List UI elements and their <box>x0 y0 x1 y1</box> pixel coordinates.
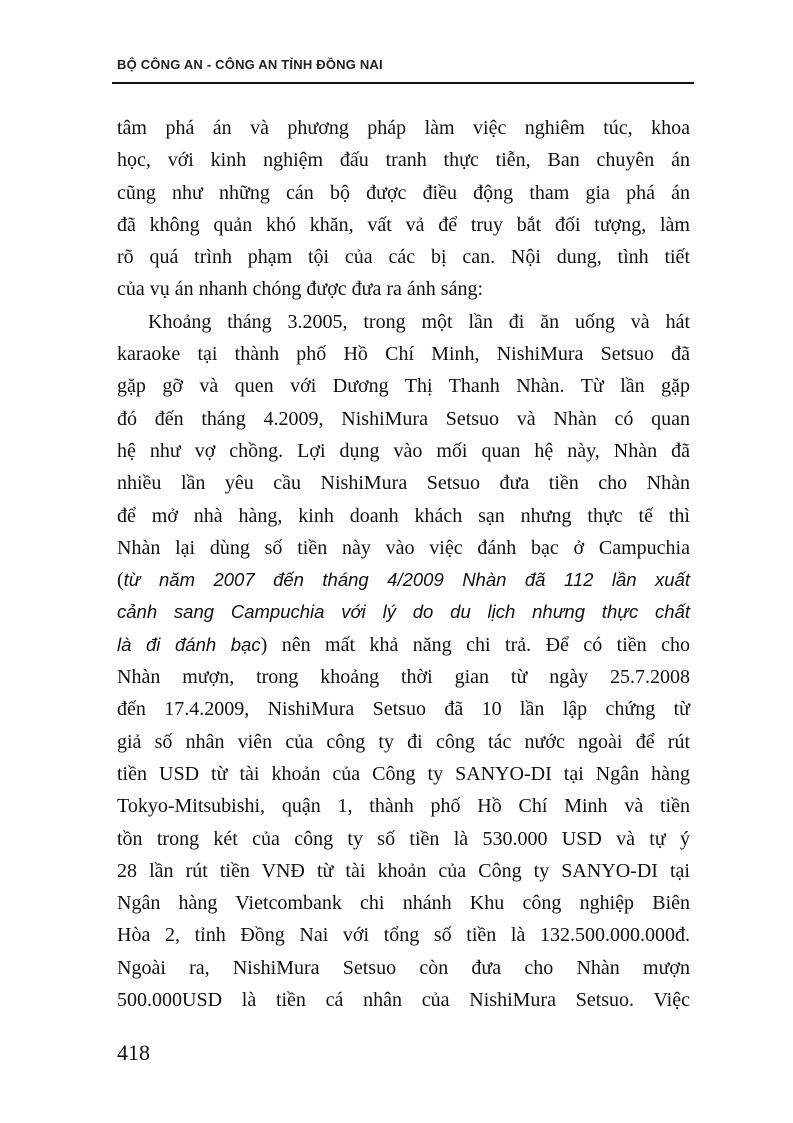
text-segment: rõ quá trình phạm tội của các bị can. Nội dung, tình tiết <box>117 246 690 269</box>
text-segment: Ngoài ra, NishiMura Setsuo còn đưa cho Nhàn mượn <box>117 956 690 979</box>
text-segment: Khoảng tháng 3.2005, trong một lần đi ăn uống và hát <box>148 310 690 333</box>
text-line <box>117 177 690 209</box>
text-segment: ( <box>117 569 124 592</box>
text-line <box>117 241 690 273</box>
text-line <box>117 306 690 338</box>
text-line <box>117 629 690 661</box>
text-line <box>117 661 690 693</box>
text-line <box>117 952 690 984</box>
page-number: 418 <box>117 1040 150 1065</box>
text-segment: Tokyo-Mitsubishi, quận 1, thành phố Hồ Chí Minh và tiền <box>117 795 690 818</box>
text-line <box>117 112 690 144</box>
text-segment: giả số nhân viên của công ty đi công tác nước ngoài để rút <box>117 730 690 753</box>
text-segment: Nhàn mượn, trong khoảng thời gian từ ngày 25.7.2008 <box>117 666 690 689</box>
text-line <box>117 435 690 467</box>
text-segment: của vụ án nhanh chóng được đưa ra ánh sáng: <box>117 278 484 301</box>
italic-text: là đi đánh bạc <box>117 633 261 655</box>
text-line <box>117 887 690 919</box>
text-segment: đó đến tháng 4.2009, NishiMura Setsuo và Nhàn có quan <box>117 407 690 430</box>
text-segment: 28 lần rút tiền VNĐ từ tài khoản của Công ty SANYO-DI tại <box>117 859 690 882</box>
text-segment: karaoke tại thành phố Hồ Chí Minh, NishiMura Setsuo đã <box>117 343 690 366</box>
text-line <box>117 403 690 435</box>
text-line <box>117 758 690 790</box>
text-line <box>117 532 690 564</box>
text-segment: Ngân hàng Vietcombank chi nhánh Khu công nghiệp Biên <box>117 892 690 915</box>
text-line <box>117 726 690 758</box>
text-line <box>117 984 690 1016</box>
text-segment: tiền USD từ tài khoản của Công ty SANYO-DI tại Ngân hàng <box>117 762 690 785</box>
text-line <box>117 338 690 370</box>
text-segment: cũng như những cán bộ được điều động tham gia phá án <box>117 181 690 204</box>
running-header: BỘ CÔNG AN - CÔNG AN TỈNH ĐỒNG NAI <box>117 57 383 72</box>
text-line <box>117 500 690 532</box>
text-segment: nhiều lần yêu cầu NishiMura Setsuo đưa tiền cho Nhàn <box>117 472 690 495</box>
text-segment: đến 17.4.2009, NishiMura Setsuo đã 10 lần lập chứng từ <box>117 698 690 721</box>
text-segment: Nhàn lại dùng số tiền này vào việc đánh bạc ở Campuchia <box>117 536 690 559</box>
text-line <box>117 919 690 951</box>
text-segment: để mở nhà hàng, kinh doanh khách sạn nhưng thực tế thì <box>117 504 690 527</box>
text-segment: học, với kinh nghiệm đấu tranh thực tiễn, Ban chuyên án <box>117 149 690 172</box>
body-text <box>117 112 690 1016</box>
text-line <box>117 273 690 305</box>
text-line <box>117 370 690 402</box>
text-segment: tâm phá án và phương pháp làm việc nghiêm túc, khoa <box>117 117 690 139</box>
text-line <box>117 564 690 596</box>
text-line <box>117 209 690 241</box>
text-line <box>117 467 690 499</box>
text-segment: đã không quản khó khăn, vất vả để truy bắt đối tượng, làm <box>117 213 690 236</box>
text-segment: tồn trong két của công ty số tiền là 530.000 USD và tự ý <box>117 827 690 850</box>
text-line <box>117 855 690 887</box>
text-line <box>117 144 690 176</box>
text-segment: ) nên mất khả năng chi trả. Để có tiền cho <box>260 633 691 656</box>
header-rule <box>112 82 694 84</box>
text-segment: gặp gỡ và quen với Dương Thị Thanh Nhàn. Từ lần gặp <box>117 375 690 398</box>
text-line <box>117 790 690 822</box>
italic-text: cảnh sang Campuchia với lý do du lịch nhưng thực chất <box>117 601 690 623</box>
text-segment: 500.000USD là tiền cá nhân của NishiMura Setsuo. Việc <box>117 989 690 1012</box>
text-line <box>117 823 690 855</box>
text-segment: hệ như vợ chồng. Lợi dụng vào mối quan hệ này, Nhàn đã <box>117 439 690 462</box>
text-line <box>117 596 690 628</box>
italic-text: từ năm 2007 đến tháng 4/2009 Nhàn đã 112 lần xuất <box>123 569 690 591</box>
text-line <box>117 693 690 725</box>
text-segment: Hòa 2, tỉnh Đồng Nai với tổng số tiền là 132.500.000.000đ. <box>117 924 690 947</box>
